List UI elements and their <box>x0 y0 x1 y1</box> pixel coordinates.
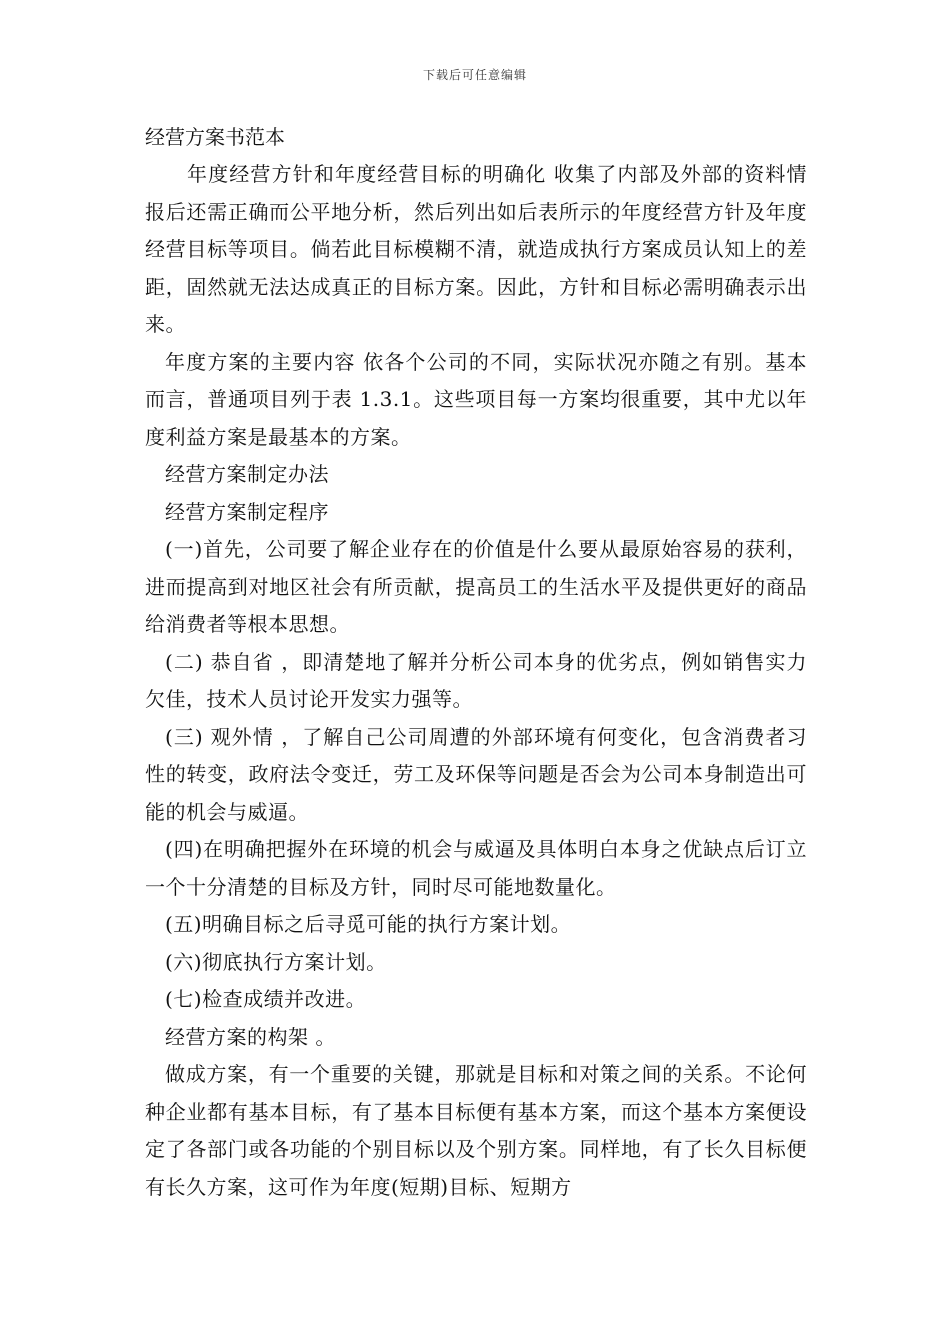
procedure-step-7: (七)检查成绩并改进。 <box>165 987 367 1011</box>
heading-plan-procedure: 经营方案制定程序 <box>165 499 329 524</box>
procedure-step-3: (三) 观外情 ，了解自己公司周遭的外部环境有何变化，包含消费者习性的转变，政府法令变迁，劳工及环保等问题是否会为公司本身制造出可能的机会与威逼。 <box>145 724 807 824</box>
heading-plan-method: 经营方案制定办法 <box>165 462 329 486</box>
procedure-step-6: (六)彻底执行方案计划。 <box>165 949 387 974</box>
procedure-step-1: (一)首先，公司要了解企业存在的价值是什么要从最原始容易的获利，进而提高到对地区社会有所贡献，提高员工的生活水平及提供更好的商品给消费者等根本思想。 <box>145 537 807 636</box>
procedure-step-5: (五)明确目标之后寻觅可能的执行方案计划。 <box>165 912 572 936</box>
procedure-step-4: (四)在明确把握外在环境的机会与威逼及具体明白本身之优缺点后订立一个十分清楚的目标及方针，同时尽可能地数量化。 <box>145 837 807 899</box>
paragraph-annual-plan-content: 年度方案的主要内容 依各个公司的不同，实际状况亦随之有别。基本而言，普通项目列于表 1.3.1。这些项目每一方案均很重要，其中尤以年度利益方案是最基本的方案。 <box>145 349 807 449</box>
paragraph-plan-framework: 做成方案，有一个重要的关键，那就是目标和对策之间的关系。不论何种企业都有基本目标，有了基本目标便有基本方案，而这个基本方案便设定了各部门或各功能的个别目标以及个别方案。同样地，有了长久目标便有长久方案，这可作为年度(短期)目标、短期方 <box>145 1062 807 1199</box>
header-note: 下载后可任意编辑 <box>422 68 527 82</box>
document-body <box>145 118 807 1206</box>
heading-plan-framework: 经营方案的构架 。 <box>165 1024 336 1049</box>
paragraph-annual-policy: 年度经营方针和年度经营目标的明确化 收集了内部及外部的资料情报后还需正确而公平地分析，然后列出如后表所示的年度经营方针及年度经营目标等项目。倘若此目标模糊不清，就造成执行方案成员认知上的差距，固然就无法达成真正的目标方案。因此，方针和目标必需明确表示出来。 <box>145 162 807 336</box>
procedure-step-2: (二) 恭自省 ，即清楚地了解并分析公司本身的优劣点，例如销售实力欠佳，技术人员讨论开发实力强等。 <box>145 649 807 711</box>
document-title: 经营方案书范本 <box>145 125 285 149</box>
